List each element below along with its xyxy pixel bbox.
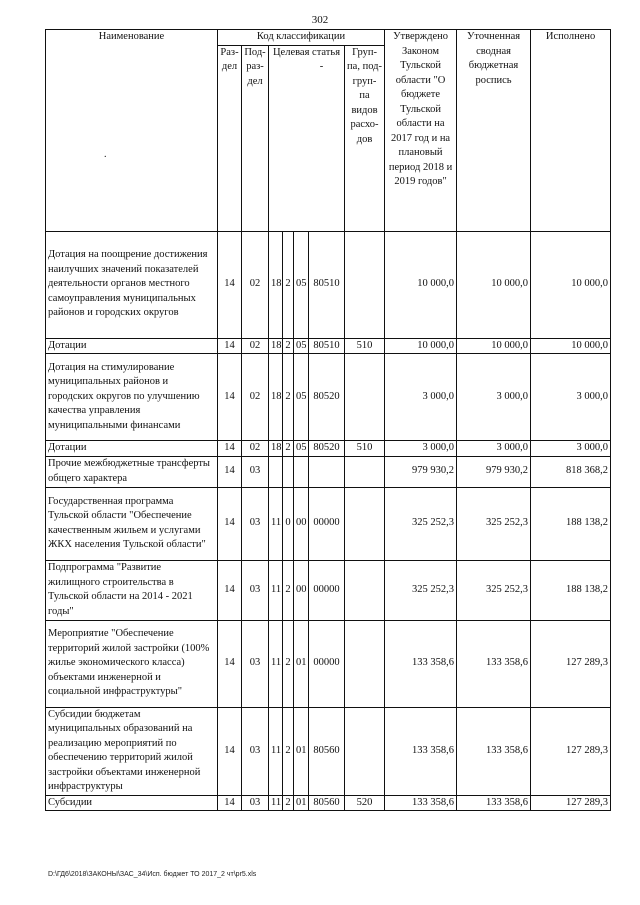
row-target-event: 01 <box>294 707 309 795</box>
row-razdel: 14 <box>218 560 242 620</box>
table-row <box>46 231 611 338</box>
row-target-direction: 80520 <box>309 354 345 441</box>
row-target-program: 18 <box>269 441 283 457</box>
row-executed: 3 000,0 <box>531 441 611 457</box>
header-vid: Груп- па, под- груп- па видов расхо- дов <box>345 45 385 231</box>
table-row <box>46 795 611 811</box>
row-executed: 10 000,0 <box>531 338 611 354</box>
header-podrazdel: Под- раз- дел <box>242 45 269 231</box>
row-refined: 3 000,0 <box>457 441 531 457</box>
row-executed: 10 000,0 <box>531 231 611 338</box>
table-row <box>46 707 611 795</box>
row-approved: 133 358,6 <box>385 795 457 811</box>
table-row <box>46 354 611 441</box>
row-refined: 10 000,0 <box>457 338 531 354</box>
row-razdel: 14 <box>218 795 242 811</box>
row-refined: 133 358,6 <box>457 795 531 811</box>
row-target-event: 05 <box>294 231 309 338</box>
row-refined: 133 358,6 <box>457 620 531 707</box>
row-refined: 10 000,0 <box>457 231 531 338</box>
file-path-footer: D:\ГД6\2018\ЗАКОНЫ\ЗАС_34\Исп. бюджет ТО 2017_2 чт\pr5.xls <box>48 871 257 878</box>
row-razdel: 14 <box>218 620 242 707</box>
header-code-group: Код классификации <box>218 30 385 46</box>
row-target-program: 11 <box>269 795 283 811</box>
budget-table <box>45 29 611 811</box>
row-executed: 127 289,3 <box>531 795 611 811</box>
table-row <box>46 456 611 487</box>
row-refined: 133 358,6 <box>457 707 531 795</box>
row-approved: 325 252,3 <box>385 560 457 620</box>
row-target-direction: 80560 <box>309 795 345 811</box>
row-approved: 10 000,0 <box>385 338 457 354</box>
row-target-subprogram: 2 <box>283 441 294 457</box>
row-refined: 979 930,2 <box>457 456 531 487</box>
row-approved: 10 000,0 <box>385 231 457 338</box>
row-target-direction: 00000 <box>309 620 345 707</box>
row-name: Дотация на стимулирование муниципальных районов и городских округов по улучшению качества управления муниципальными финансами <box>46 354 218 441</box>
row-target-subprogram: 2 <box>283 231 294 338</box>
row-target-direction: 80560 <box>309 707 345 795</box>
row-target-subprogram: 0 <box>283 487 294 560</box>
row-expense-type <box>345 456 385 487</box>
row-podrazdel: 03 <box>242 620 269 707</box>
row-refined: 325 252,3 <box>457 560 531 620</box>
row-target-event: 01 <box>294 620 309 707</box>
row-expense-type <box>345 354 385 441</box>
header-target-label: Целевая статья <box>272 46 341 58</box>
row-target-direction: 80510 <box>309 338 345 354</box>
row-target-program: 11 <box>269 620 283 707</box>
header-refined: Уточненная сводная бюджетная роспись <box>457 30 531 232</box>
row-target-direction <box>309 456 345 487</box>
table-row <box>46 560 611 620</box>
row-expense-type <box>345 231 385 338</box>
header-razdel: Раз- дел <box>218 45 242 231</box>
row-target-program: 11 <box>269 560 283 620</box>
header-name-label: Наименование <box>98 31 165 42</box>
row-executed: 127 289,3 <box>531 707 611 795</box>
row-target-program: 11 <box>269 707 283 795</box>
row-expense-type <box>345 620 385 707</box>
row-executed: 188 138,2 <box>531 560 611 620</box>
row-name: Дотация на поощрение достижения наилучших значений показателей деятельности органов местного самоуправления муниципальных районов и городских округов <box>46 231 218 338</box>
row-target-event: 05 <box>294 354 309 441</box>
table-row <box>46 441 611 457</box>
row-target-program: 18 <box>269 354 283 441</box>
row-expense-type <box>345 487 385 560</box>
row-target-direction: 00000 <box>309 487 345 560</box>
row-target-program: 11 <box>269 487 283 560</box>
row-name: Государственная программа Тульской области "Обеспечение качественным жильем и услугами ЖКХ населения Тульской области" <box>46 487 218 560</box>
row-podrazdel: 03 <box>242 560 269 620</box>
table-row <box>46 338 611 354</box>
row-approved: 133 358,6 <box>385 620 457 707</box>
row-podrazdel: 03 <box>242 707 269 795</box>
row-name: Прочие межбюджетные трансферты общего характера <box>46 456 218 487</box>
row-target-subprogram: 2 <box>283 560 294 620</box>
row-executed: 127 289,3 <box>531 620 611 707</box>
row-podrazdel: 02 <box>242 441 269 457</box>
row-expense-type: 510 <box>345 441 385 457</box>
row-expense-type: 520 <box>345 795 385 811</box>
row-expense-type <box>345 560 385 620</box>
row-approved: 979 930,2 <box>385 456 457 487</box>
header-approved: Утверждено Законом Тульской области "О бюджете Тульской области на 2017 год и на плановый период 2018 и 2019 годов" <box>385 30 457 232</box>
row-target-subprogram: 2 <box>283 707 294 795</box>
row-razdel: 14 <box>218 231 242 338</box>
table-row <box>46 487 611 560</box>
row-target-event: 05 <box>294 338 309 354</box>
row-target-subprogram <box>283 456 294 487</box>
row-razdel: 14 <box>218 441 242 457</box>
row-name: Дотации <box>46 441 218 457</box>
row-target-program: 18 <box>269 231 283 338</box>
row-podrazdel: 03 <box>242 456 269 487</box>
row-name: Дотации <box>46 338 218 354</box>
row-expense-type: 510 <box>345 338 385 354</box>
row-refined: 325 252,3 <box>457 487 531 560</box>
row-podrazdel: 03 <box>242 795 269 811</box>
row-executed: 3 000,0 <box>531 354 611 441</box>
row-refined: 3 000,0 <box>457 354 531 441</box>
row-target-program: 18 <box>269 338 283 354</box>
row-name: Подпрограмма "Развитие жилищного строительства в Тульской области на 2014 - 2021 годы" <box>46 560 218 620</box>
row-target-subprogram: 2 <box>283 795 294 811</box>
row-podrazdel: 02 <box>242 231 269 338</box>
row-target-event: 05 <box>294 441 309 457</box>
row-target-direction: 80520 <box>309 441 345 457</box>
row-approved: 133 358,6 <box>385 707 457 795</box>
page-number: 302 <box>311 14 329 26</box>
row-approved: 325 252,3 <box>385 487 457 560</box>
row-razdel: 14 <box>218 487 242 560</box>
row-name: Мероприятие "Обеспечение территорий жилой застройки (100% жилье экономического класса) объектами инженерной и социальной инфраструктуры" <box>46 620 218 707</box>
row-target-subprogram: 2 <box>283 338 294 354</box>
row-razdel: 14 <box>218 707 242 795</box>
row-target-subprogram: 2 <box>283 354 294 441</box>
row-target-event: 00 <box>294 487 309 560</box>
row-podrazdel: 02 <box>242 354 269 441</box>
row-razdel: 14 <box>218 354 242 441</box>
header-target <box>269 45 345 231</box>
row-target-event <box>294 456 309 487</box>
row-target-program <box>269 456 283 487</box>
header-dot: . <box>104 149 107 160</box>
row-name: Субсидии <box>46 795 218 811</box>
row-executed: 188 138,2 <box>531 487 611 560</box>
header-executed: Исполнено <box>531 30 611 232</box>
row-razdel: 14 <box>218 338 242 354</box>
row-target-direction: 00000 <box>309 560 345 620</box>
row-approved: 3 000,0 <box>385 354 457 441</box>
row-expense-type <box>345 707 385 795</box>
header-target-dash: - <box>319 61 324 72</box>
row-target-direction: 80510 <box>309 231 345 338</box>
row-approved: 3 000,0 <box>385 441 457 457</box>
table-row <box>46 620 611 707</box>
row-executed: 818 368,2 <box>531 456 611 487</box>
row-podrazdel: 03 <box>242 487 269 560</box>
header-name <box>46 30 218 232</box>
row-razdel: 14 <box>218 456 242 487</box>
row-podrazdel: 02 <box>242 338 269 354</box>
row-target-event: 00 <box>294 560 309 620</box>
row-name: Субсидии бюджетам муниципальных образований на реализацию мероприятий по обеспечению территорий жилой застройки объектами инженерной инфраструктуры <box>46 707 218 795</box>
row-target-event: 01 <box>294 795 309 811</box>
row-target-subprogram: 2 <box>283 620 294 707</box>
